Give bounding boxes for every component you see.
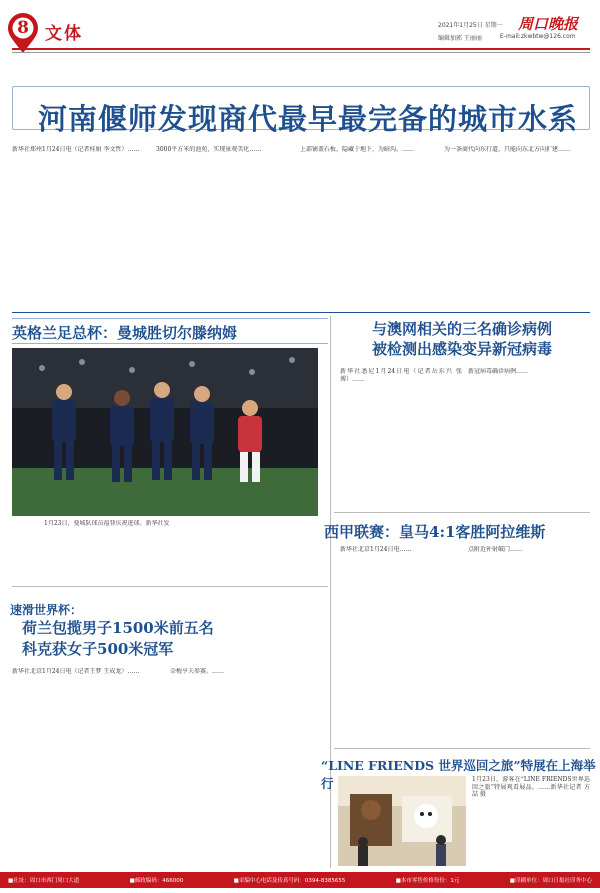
covid-col-2: 新冠病毒确诊病例……: [468, 368, 529, 375]
line-friends-body: 1月23日，游客在“LINE FRIENDS世界巡回之旅”特展观看展品。……新华社记者 方喆 摄: [472, 776, 590, 799]
covid-headline-line-2: 被检测出感染变异新冠病毒: [371, 340, 552, 358]
footer-price: ■本市零售价格每份：1元: [395, 878, 460, 884]
soccer-headline: 英格兰足总杯：曼城胜切尔滕纳姆: [12, 324, 238, 342]
skating-kicker: 速滑世界杯：: [10, 603, 83, 617]
masthead-rule: [12, 48, 590, 50]
main-col-1: 新华社郑州1月24日电（记者桂娟 李文哲）……: [12, 146, 140, 153]
laliga-col-2: 点附近补射破门……: [468, 546, 523, 553]
footer-address: ■社址：周口市西门周口大道: [8, 878, 80, 884]
footer-phone: ■采编中心电话及传真号码：0394-8385655: [233, 878, 346, 884]
line-friends-headline: “LINE FRIENDS 世界巡回之旅”特展在上海举行: [321, 758, 596, 791]
main-col-4: 为一条商代向东行道，只能向东北方向扩建……: [444, 146, 571, 153]
page-number: 8: [17, 18, 29, 38]
skating-col-2: 奈梅亨夫参赛。……: [170, 668, 225, 675]
main-headline: 河南偃师发现商代最早最完备的城市水系: [38, 102, 579, 136]
covid-bottom-rule: [334, 512, 590, 513]
skating-headline-line-1: 荷兰包揽男子1500米前五名: [22, 619, 214, 637]
soccer-caption: 1月23日，曼城队球员福登庆祝进球。新华社发: [44, 520, 170, 527]
masthead-thin-rule: [12, 52, 590, 53]
footer-printer: ■印刷单位：周口日报社印务中心: [509, 878, 592, 884]
line-friends-photo: [338, 776, 466, 866]
soccer-photo: [12, 348, 318, 516]
section-title: 文体: [45, 24, 83, 44]
main-col-3: 上部铺盖石板，隐藏于地下，为暗沟。……: [300, 146, 415, 153]
paper-name: 周口晚报: [518, 15, 579, 33]
covid-headline-line-1: 与澳网相关的三名确诊病例: [371, 320, 552, 338]
main-col-2: 3000平方米的池苑，实现景观美化……: [156, 146, 262, 153]
footer-bar: [0, 872, 600, 888]
covid-col-1: 新华社悉尼1月24日电（记者岳东兴 张博）……: [340, 368, 462, 383]
exhibition-photo-icon: [338, 776, 466, 866]
skating-col-1: 新华社北京1月24日电（记者王梦 王成龙）……: [12, 668, 140, 675]
editor-line: 编辑加郭 王丽丽: [438, 35, 482, 42]
laliga-bottom-rule: [334, 748, 590, 749]
laliga-col-1: 新华社北京1月24日电……: [340, 546, 412, 553]
masthead: [0, 0, 600, 58]
date-line: 2021年1月25日 星期一: [438, 22, 503, 29]
football-match-photo-icon: [12, 348, 318, 516]
section-divider: [12, 312, 590, 313]
soccer-bottom-rule: [12, 586, 328, 587]
laliga-headline: 西甲联赛：皇马4:1客胜阿拉维斯: [324, 523, 546, 541]
footer-postcode: ■邮政编码：466000: [129, 878, 184, 884]
skating-headline-line-2: 科克获女子500米冠军: [22, 640, 174, 658]
email-line: E-mail:zkwbtw@126.com: [500, 33, 576, 40]
